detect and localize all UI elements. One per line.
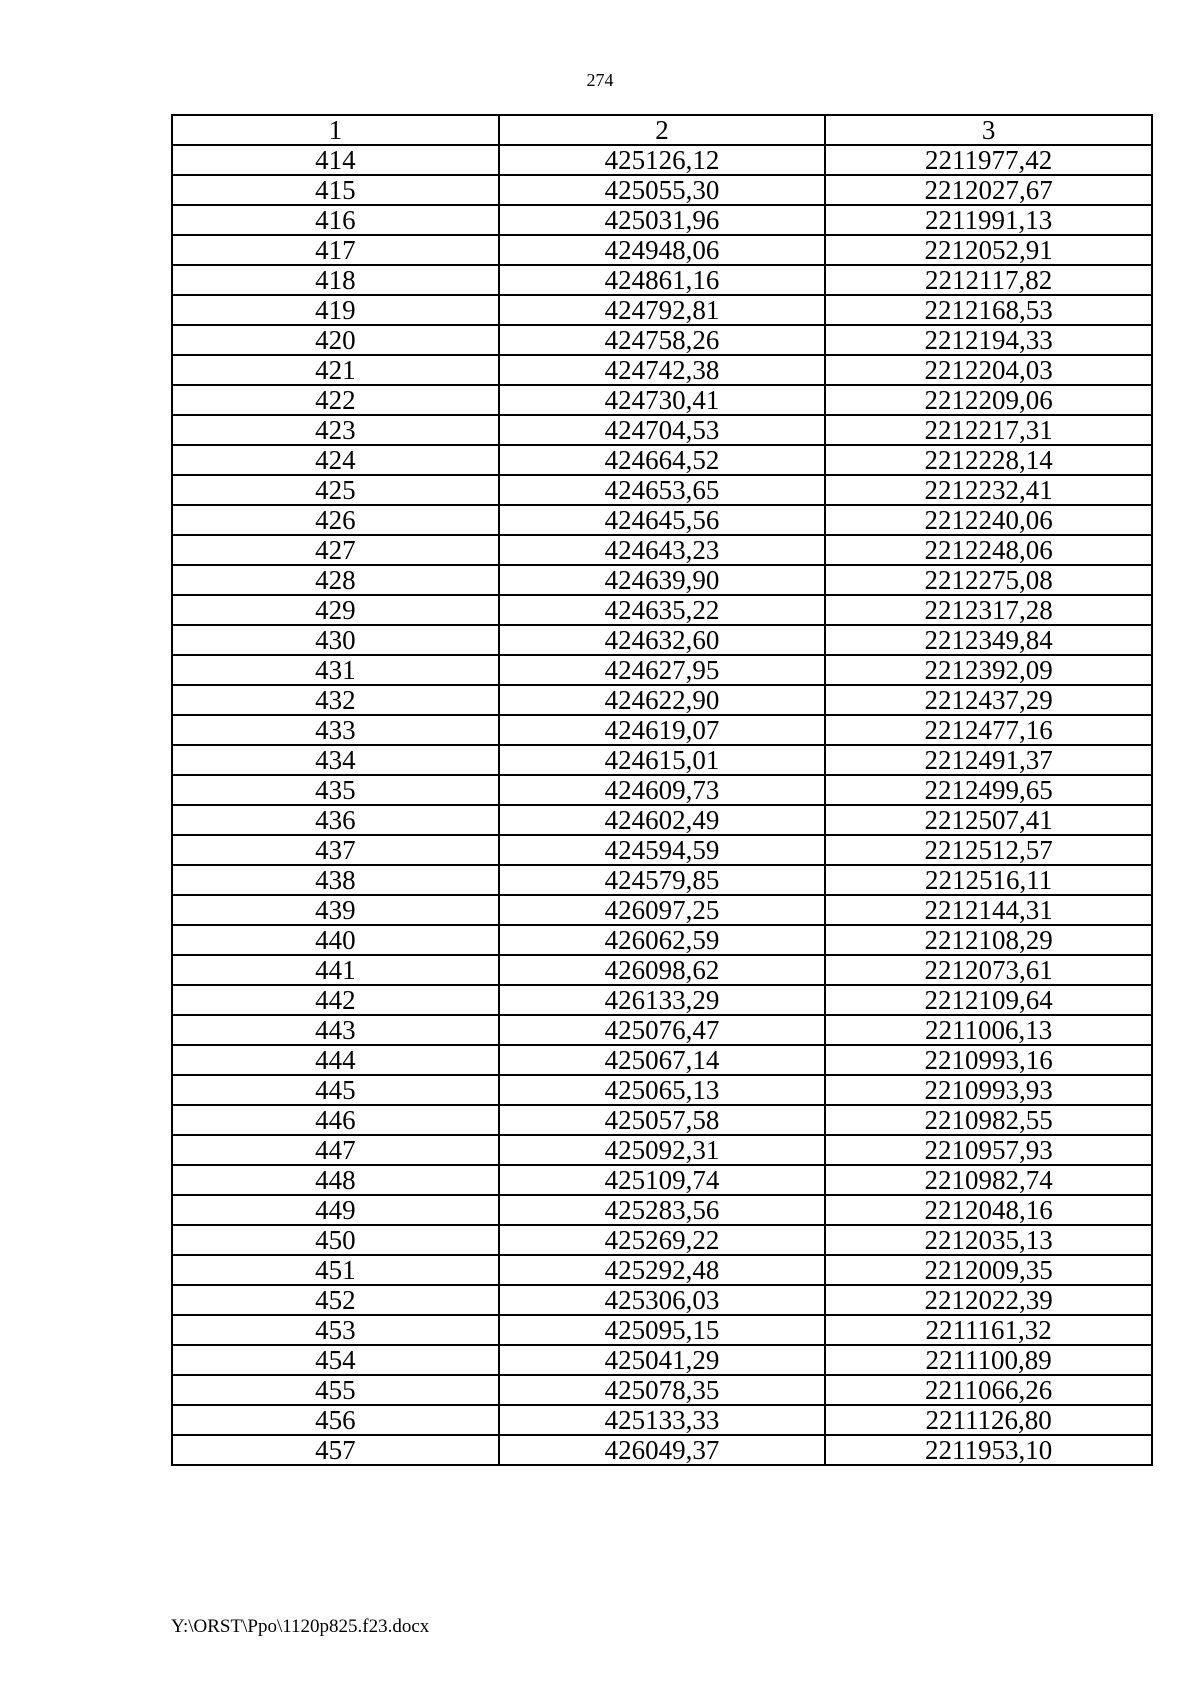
x-coordinate-cell: 425133,33 [499,1405,826,1435]
point-number-cell: 442 [172,985,499,1015]
point-number-cell: 418 [172,265,499,295]
y-coordinate-cell: 2212232,41 [825,475,1152,505]
y-coordinate-cell: 2212009,35 [825,1255,1152,1285]
x-coordinate-cell: 424627,95 [499,655,826,685]
table-row [172,1405,1152,1435]
x-coordinate-cell: 426098,62 [499,955,826,985]
table-row [172,1285,1152,1315]
point-number-cell: 425 [172,475,499,505]
y-coordinate-cell: 2212035,13 [825,1225,1152,1255]
point-number-cell: 449 [172,1195,499,1225]
table-row [172,415,1152,445]
x-coordinate-cell: 425041,29 [499,1345,826,1375]
column-header-x: 2 [499,115,826,145]
x-coordinate-cell: 424730,41 [499,385,826,415]
y-coordinate-cell: 2212073,61 [825,955,1152,985]
table-row [172,775,1152,805]
y-coordinate-cell: 2212507,41 [825,805,1152,835]
table-header-row [172,115,1152,145]
y-coordinate-cell: 2212437,29 [825,685,1152,715]
x-coordinate-cell: 424643,23 [499,535,826,565]
x-coordinate-cell: 426049,37 [499,1435,826,1465]
table-row [172,325,1152,355]
point-number-cell: 446 [172,1105,499,1135]
x-coordinate-cell: 425055,30 [499,175,826,205]
y-coordinate-cell: 2212228,14 [825,445,1152,475]
x-coordinate-cell: 425067,14 [499,1045,826,1075]
point-number-cell: 441 [172,955,499,985]
table-header [172,115,1152,145]
y-coordinate-cell: 2210982,55 [825,1105,1152,1135]
point-number-cell: 456 [172,1405,499,1435]
y-coordinate-cell: 2212048,16 [825,1195,1152,1225]
x-coordinate-cell: 425057,58 [499,1105,826,1135]
table-row [172,865,1152,895]
point-number-cell: 414 [172,145,499,175]
point-number-cell: 438 [172,865,499,895]
point-number-cell: 421 [172,355,499,385]
point-number-cell: 447 [172,1135,499,1165]
table-row [172,1075,1152,1105]
point-number-cell: 428 [172,565,499,595]
x-coordinate-cell: 424742,38 [499,355,826,385]
table-row [172,355,1152,385]
x-coordinate-cell: 425126,12 [499,145,826,175]
table-row [172,1105,1152,1135]
table-row [172,205,1152,235]
x-coordinate-cell: 425031,96 [499,205,826,235]
point-number-cell: 454 [172,1345,499,1375]
table-row [172,895,1152,925]
table-row [172,535,1152,565]
x-coordinate-cell: 424948,06 [499,235,826,265]
table-row [172,265,1152,295]
y-coordinate-cell: 2212027,67 [825,175,1152,205]
y-coordinate-cell: 2212512,57 [825,835,1152,865]
table-row [172,595,1152,625]
table-row [172,835,1152,865]
point-number-cell: 415 [172,175,499,205]
point-number-cell: 422 [172,385,499,415]
x-coordinate-cell: 424632,60 [499,625,826,655]
y-coordinate-cell: 2211126,80 [825,1405,1152,1435]
x-coordinate-cell: 424792,81 [499,295,826,325]
x-coordinate-cell: 424639,90 [499,565,826,595]
x-coordinate-cell: 425269,22 [499,1225,826,1255]
x-coordinate-cell: 425065,13 [499,1075,826,1105]
y-coordinate-cell: 2212248,06 [825,535,1152,565]
y-coordinate-cell: 2211006,13 [825,1015,1152,1045]
point-number-cell: 451 [172,1255,499,1285]
y-coordinate-cell: 2212499,65 [825,775,1152,805]
table-row [172,805,1152,835]
table-row [172,985,1152,1015]
y-coordinate-cell: 2212217,31 [825,415,1152,445]
table-row [172,565,1152,595]
point-number-cell: 435 [172,775,499,805]
point-number-cell: 419 [172,295,499,325]
table-row [172,955,1152,985]
x-coordinate-cell: 426062,59 [499,925,826,955]
x-coordinate-cell: 426133,29 [499,985,826,1015]
table-row [172,1345,1152,1375]
y-coordinate-cell: 2211066,26 [825,1375,1152,1405]
table-row [172,1375,1152,1405]
table-row [172,175,1152,205]
table-row [172,505,1152,535]
table-row [172,655,1152,685]
point-number-cell: 444 [172,1045,499,1075]
y-coordinate-cell: 2212349,84 [825,625,1152,655]
y-coordinate-cell: 2212168,53 [825,295,1152,325]
x-coordinate-cell: 424622,90 [499,685,826,715]
x-coordinate-cell: 426097,25 [499,895,826,925]
y-coordinate-cell: 2211100,89 [825,1345,1152,1375]
x-coordinate-cell: 425078,35 [499,1375,826,1405]
y-coordinate-cell: 2212491,37 [825,745,1152,775]
x-coordinate-cell: 424861,16 [499,265,826,295]
point-number-cell: 417 [172,235,499,265]
x-coordinate-cell: 425306,03 [499,1285,826,1315]
point-number-cell: 450 [172,1225,499,1255]
table-row [172,1045,1152,1075]
table-row [172,625,1152,655]
point-number-cell: 424 [172,445,499,475]
table-row [172,1255,1152,1285]
point-number-cell: 453 [172,1315,499,1345]
y-coordinate-cell: 2212144,31 [825,895,1152,925]
point-number-cell: 437 [172,835,499,865]
y-coordinate-cell: 2211991,13 [825,205,1152,235]
point-number-cell: 443 [172,1015,499,1045]
y-coordinate-cell: 2211161,32 [825,1315,1152,1345]
y-coordinate-cell: 2212516,11 [825,865,1152,895]
point-number-cell: 430 [172,625,499,655]
y-coordinate-cell: 2212022,39 [825,1285,1152,1315]
y-coordinate-cell: 2210982,74 [825,1165,1152,1195]
x-coordinate-cell: 424602,49 [499,805,826,835]
x-coordinate-cell: 425109,74 [499,1165,826,1195]
point-number-cell: 448 [172,1165,499,1195]
x-coordinate-cell: 424619,07 [499,715,826,745]
point-number-cell: 434 [172,745,499,775]
y-coordinate-cell: 2212204,03 [825,355,1152,385]
point-number-cell: 445 [172,1075,499,1105]
y-coordinate-cell: 2212109,64 [825,985,1152,1015]
point-number-cell: 416 [172,205,499,235]
x-coordinate-cell: 424664,52 [499,445,826,475]
y-coordinate-cell: 2212317,28 [825,595,1152,625]
y-coordinate-cell: 2212052,91 [825,235,1152,265]
x-coordinate-cell: 424579,85 [499,865,826,895]
point-number-cell: 436 [172,805,499,835]
y-coordinate-cell: 2210993,93 [825,1075,1152,1105]
x-coordinate-cell: 424594,59 [499,835,826,865]
x-coordinate-cell: 425292,48 [499,1255,826,1285]
y-coordinate-cell: 2210993,16 [825,1045,1152,1075]
table-row [172,1165,1152,1195]
x-coordinate-cell: 424609,73 [499,775,826,805]
point-number-cell: 440 [172,925,499,955]
table-row [172,295,1152,325]
y-coordinate-cell: 2211953,10 [825,1435,1152,1465]
y-coordinate-cell: 2212108,29 [825,925,1152,955]
table-row [172,1315,1152,1345]
table-row [172,745,1152,775]
y-coordinate-cell: 2212240,06 [825,505,1152,535]
y-coordinate-cell: 2212477,16 [825,715,1152,745]
table-row [172,715,1152,745]
point-number-cell: 457 [172,1435,499,1465]
table-body [172,145,1152,1465]
table-row [172,145,1152,175]
x-coordinate-cell: 424653,65 [499,475,826,505]
column-header-y: 3 [825,115,1152,145]
table-row [172,385,1152,415]
table-row [172,475,1152,505]
table-row [172,1135,1152,1165]
y-coordinate-cell: 2212392,09 [825,655,1152,685]
table-row [172,445,1152,475]
x-coordinate-cell: 424704,53 [499,415,826,445]
y-coordinate-cell: 2212275,08 [825,565,1152,595]
y-coordinate-cell: 2212194,33 [825,325,1152,355]
table-row [172,685,1152,715]
x-coordinate-cell: 424615,01 [499,745,826,775]
y-coordinate-cell: 2211977,42 [825,145,1152,175]
point-number-cell: 423 [172,415,499,445]
x-coordinate-cell: 425095,15 [499,1315,826,1345]
table-row [172,235,1152,265]
y-coordinate-cell: 2210957,93 [825,1135,1152,1165]
column-header-number: 1 [172,115,499,145]
table-row [172,1015,1152,1045]
x-coordinate-cell: 425076,47 [499,1015,826,1045]
footer-file-path: Y:\ORST\Ppo\1120p825.f23.docx [171,1616,430,1637]
y-coordinate-cell: 2212117,82 [825,265,1152,295]
table-row [172,925,1152,955]
x-coordinate-cell: 424758,26 [499,325,826,355]
table-row [172,1195,1152,1225]
point-number-cell: 429 [172,595,499,625]
y-coordinate-cell: 2212209,06 [825,385,1152,415]
x-coordinate-cell: 424645,56 [499,505,826,535]
point-number-cell: 426 [172,505,499,535]
x-coordinate-cell: 425283,56 [499,1195,826,1225]
point-number-cell: 432 [172,685,499,715]
table-row [172,1435,1152,1465]
x-coordinate-cell: 424635,22 [499,595,826,625]
page-number: 274 [586,70,614,90]
point-number-cell: 427 [172,535,499,565]
point-number-cell: 439 [172,895,499,925]
point-number-cell: 433 [172,715,499,745]
x-coordinate-cell: 425092,31 [499,1135,826,1165]
point-number-cell: 420 [172,325,499,355]
point-number-cell: 431 [172,655,499,685]
coordinates-table [171,114,1153,1466]
point-number-cell: 452 [172,1285,499,1315]
point-number-cell: 455 [172,1375,499,1405]
table-row [172,1225,1152,1255]
